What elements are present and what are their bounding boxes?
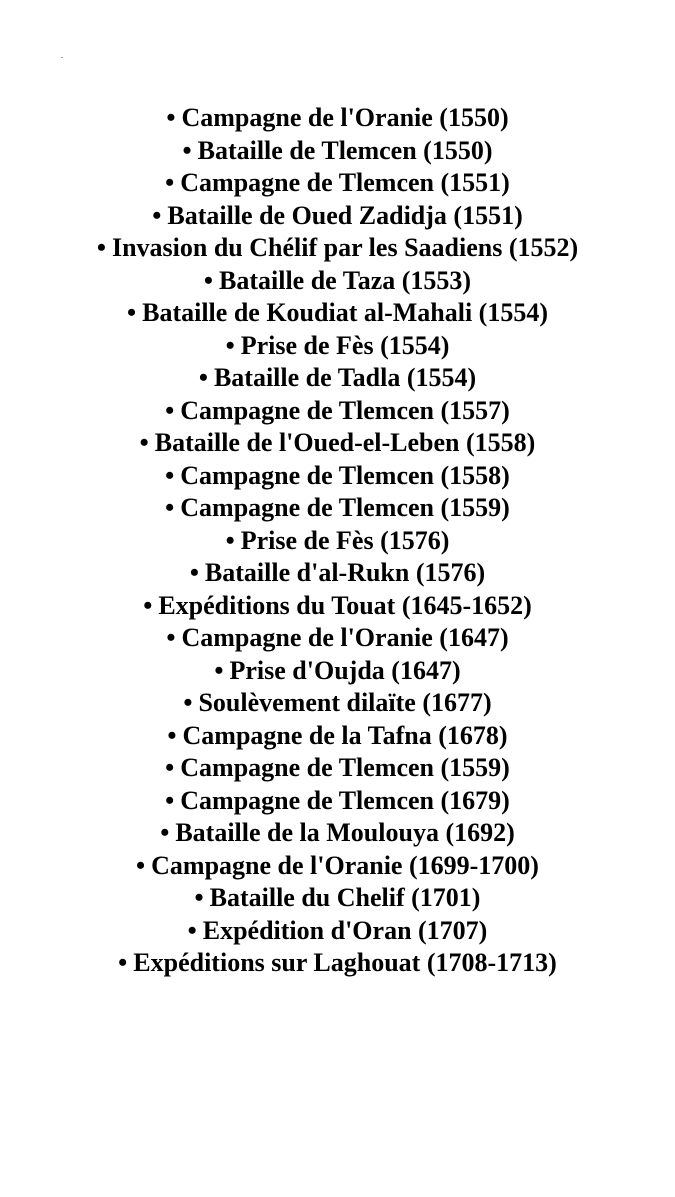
bullet-icon: •: [183, 688, 193, 717]
list-item-text: Invasion du Chélif par les Saadiens (1552): [111, 233, 579, 262]
bullet-icon: •: [165, 460, 175, 490]
list-item: [0, 167, 675, 200]
bullet-icon: •: [165, 493, 175, 522]
bullet-icon: •: [182, 135, 192, 165]
list-item-text: Campagne de Tlemcen (1559): [180, 753, 510, 782]
list-item-text: Bataille de Oued Zadidja (1551): [167, 200, 523, 230]
bullet-icon: •: [187, 915, 197, 945]
bullet-icon: •: [160, 818, 170, 847]
list-item: [0, 362, 675, 395]
list-item-text: Prise de Fès (1554): [240, 330, 450, 360]
list-item: [0, 687, 675, 720]
list-item: [0, 135, 675, 168]
list-item: [0, 265, 675, 298]
list-item: [0, 720, 675, 753]
list-item: [0, 752, 675, 785]
list-item-text: Campagne de Tlemcen (1558): [180, 460, 510, 490]
list-item: [0, 850, 675, 883]
bullet-icon: •: [118, 948, 128, 977]
list-item-text: Campagne de l'Oranie (1647): [181, 623, 509, 652]
list-item: [0, 590, 675, 623]
bullet-icon: •: [143, 590, 153, 620]
corner-marker: .: [61, 51, 63, 60]
list-item-text: Expéditions sur Laghouat (1708-1713): [133, 948, 557, 977]
bullet-icon: •: [165, 785, 175, 815]
list-item-text: Campagne de la Tafna (1678): [182, 720, 508, 750]
list-item-text: Campagne de l'Oranie (1550): [181, 103, 509, 132]
list-item-text: Bataille de Tadla (1554): [213, 363, 477, 392]
bullet-icon: •: [189, 558, 199, 587]
list-item: [0, 817, 675, 850]
bullet-icon: •: [127, 298, 137, 327]
bullet-icon: •: [96, 233, 106, 262]
bullet-icon: •: [167, 720, 177, 750]
list-item-text: Campagne de Tlemcen (1557): [180, 395, 510, 425]
list-item-text: Bataille de l'Oued-el-Leben (1558): [154, 428, 536, 457]
list-item-text: Expédition d'Oran (1707): [202, 915, 488, 945]
list-item: [0, 232, 675, 265]
bullet-icon: •: [139, 428, 149, 457]
list-item-text: Bataille de Tlemcen (1550): [197, 135, 493, 165]
bullet-icon: •: [166, 623, 176, 652]
list-item: [0, 200, 675, 233]
list-item-text: Bataille du Chelif (1701): [209, 883, 481, 912]
list-item: [0, 915, 675, 948]
list-item-text: Expéditions du Touat (1645-1652): [158, 590, 532, 620]
bullet-icon: •: [198, 363, 208, 392]
list-item: [0, 330, 675, 363]
campaign-list: [0, 102, 675, 980]
list-item-text: Bataille de la Moulouya (1692): [175, 818, 515, 847]
list-item: [0, 427, 675, 460]
list-item: [0, 395, 675, 428]
bullet-icon: •: [214, 655, 224, 685]
list-item-text: Campagne de Tlemcen (1679): [180, 785, 510, 815]
list-item-text: Campagne de Tlemcen (1551): [180, 168, 510, 197]
list-item: [0, 297, 675, 330]
bullet-icon: •: [136, 850, 146, 880]
list-item: [0, 882, 675, 915]
list-item: [0, 785, 675, 818]
bullet-icon: •: [165, 168, 175, 197]
bullet-icon: •: [165, 395, 175, 425]
list-item: [0, 557, 675, 590]
list-item: [0, 460, 675, 493]
list-item-text: Bataille de Koudiat al-Mahali (1554): [142, 298, 548, 327]
bullet-icon: •: [152, 200, 162, 230]
list-item-text: Bataille d'al-Rukn (1576): [204, 558, 486, 587]
list-item: [0, 622, 675, 655]
list-item: [0, 947, 675, 980]
bullet-icon: •: [165, 753, 175, 782]
bullet-icon: •: [194, 883, 204, 912]
list-item-text: Bataille de Taza (1553): [219, 265, 472, 295]
list-item-text: Soulèvement dilaïte (1677): [198, 688, 492, 717]
bullet-icon: •: [225, 525, 235, 555]
bullet-icon: •: [225, 330, 235, 360]
list-item: [0, 525, 675, 558]
list-item-text: Prise d'Oujda (1647): [229, 655, 461, 685]
list-item: [0, 102, 675, 135]
list-item: [0, 655, 675, 688]
list-item-text: Prise de Fès (1576): [240, 525, 450, 555]
list-item-text: Campagne de l'Oranie (1699-1700): [151, 850, 539, 880]
list-item-text: Campagne de Tlemcen (1559): [180, 493, 510, 522]
bullet-icon: •: [166, 103, 176, 132]
bullet-icon: •: [203, 265, 214, 295]
list-item: [0, 492, 675, 525]
